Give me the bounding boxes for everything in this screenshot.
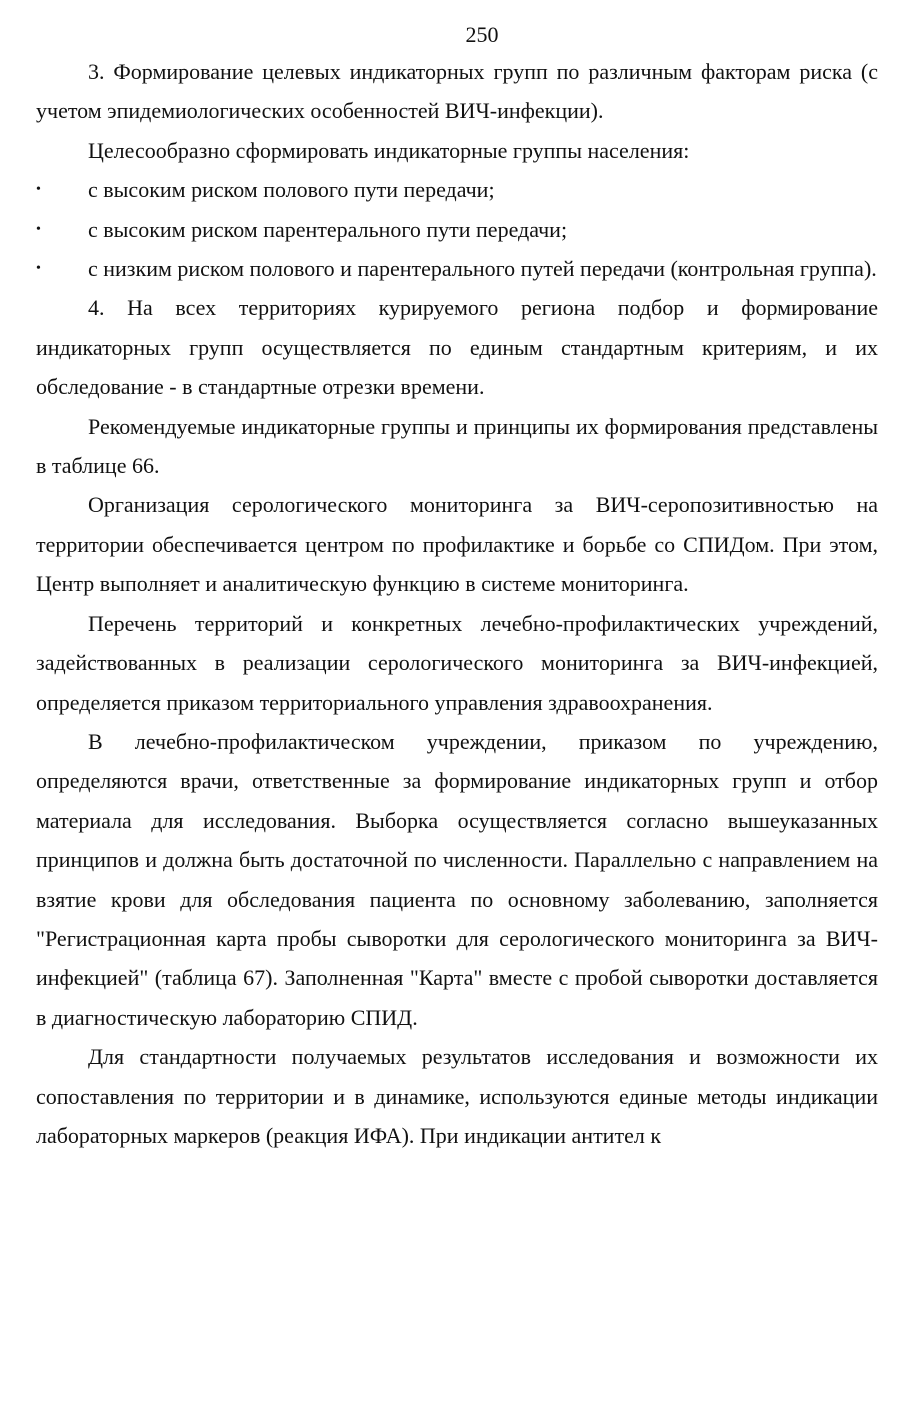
list-item-text: с высоким риском полового пути передачи; (88, 177, 495, 203)
paragraph-monitoring-organization: Организация серологического мониторинга за ВИЧ-серопозитивностью на территории обеспечивается центром по профилактике и борьбе со СПИДом. При этом, Центр выполняет и аналитическую функцию в системе мониторинга. (36, 492, 878, 597)
list-item-text: с низким риском полового и парентерального путей передачи (контрольная группа). (88, 256, 877, 282)
paragraph-territories-list: Перечень территорий и конкретных лечебно-профилактических учреждений, задействованных в реализации серологического мониторинга за ВИЧ-инфекцией, определяется приказом территориального управления здравоохранения. (36, 610, 878, 715)
bullet-icon: • (36, 182, 41, 198)
indicator-groups-list (36, 170, 878, 288)
paragraph-medical-institution: В лечебно-профилактическом учреждении, приказом по учреждению, определяются врачи, ответственные за формирование индикаторных групп и отбор материала для исследования. Выборка осуществляется согласно вышеуказанных принципов и должна быть достаточной по численности. Параллельно с направлением на взятие крови для обследования пациента по основному заболеванию, заполняется "Регистрационная карта пробы сыворотки для серологического мониторинга за ВИЧ-инфекцией" (таблица 67). Заполненная "Карта" вместе с пробой сыворотки доставляется в диагностическую лабораторию СПИД. (36, 728, 878, 1030)
paragraph-recommended-groups: Рекомендуемые индикаторные группы и принципы их формирования представлены в таблице 66. (36, 413, 878, 479)
list-item (36, 170, 878, 209)
list-item-text: с высоким риском парентерального пути передачи; (88, 216, 568, 242)
paragraph-item-3: 3. Формирование целевых индикаторных групп по различным факторам риска (с учетом эпидемиологических особенностей ВИЧ-инфекции). (36, 59, 878, 124)
list-item (36, 249, 878, 288)
paragraph-item-4: 4. На всех территориях курируемого региона подбор и формирование индикаторных групп осуществляется по единым стандартным критериям, и их обследование - в стандартные отрезки времени. (36, 295, 878, 400)
bullet-icon: • (36, 261, 41, 277)
bullet-icon: • (36, 221, 41, 237)
paragraph-indicator-groups-intro: Целесообразно сформировать индикаторные группы населения: (88, 137, 690, 163)
paragraph-standard-methods: Для стандартности получаемых результатов исследования и возможности их сопоставления по территории и в динамике, используются единые методы индикации лабораторных маркеров (реакция ИФА). При индикации антител к (36, 1044, 878, 1148)
list-item (36, 210, 878, 249)
document-page (36, 18, 878, 1155)
page-number: 250 (465, 22, 499, 47)
